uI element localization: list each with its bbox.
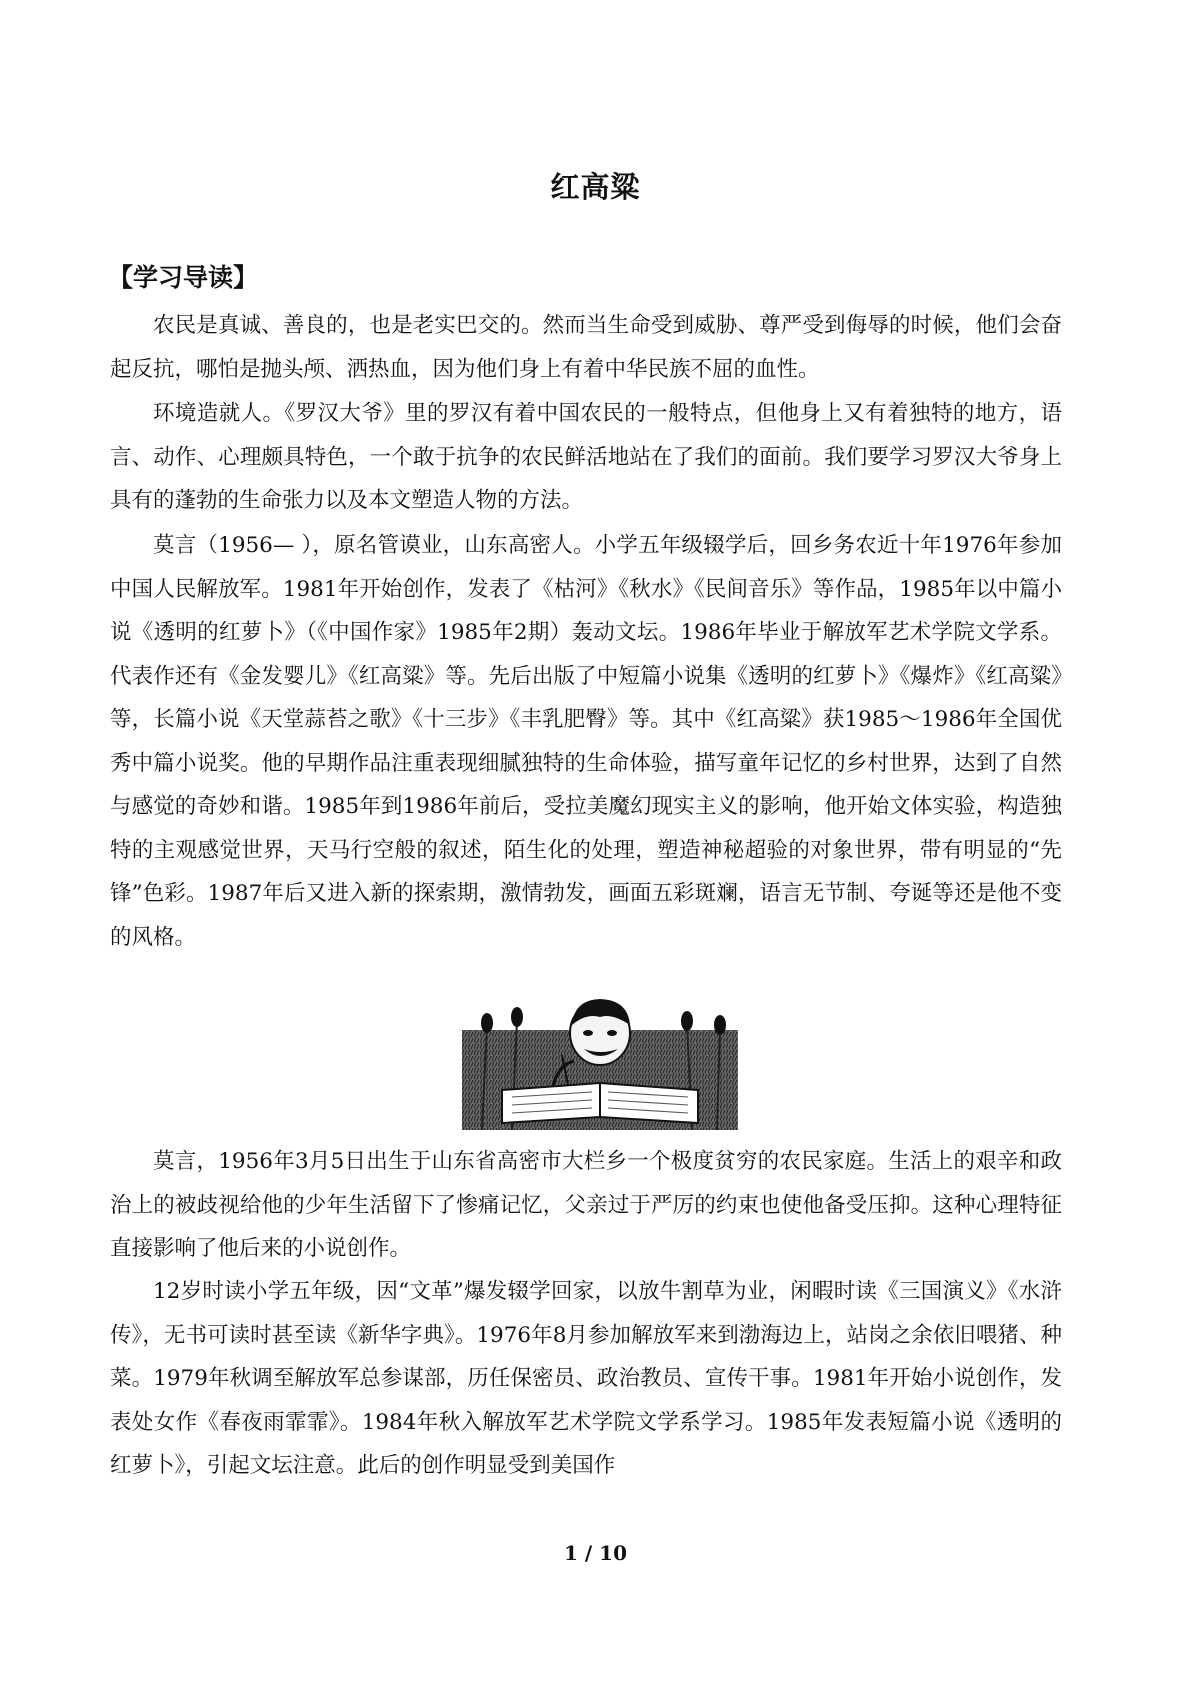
paragraph-intro-2: 环境造就人。《罗汉大爷》里的罗汉有着中国农民的一般特点，但他身上又有着独特的地方，语言、动作、心理颇具特色，一个敢于抗争的农民鲜活地站在了我们的面前。我们要学习罗汉大爷身上具有的蓬勃的生命张力以及本文塑造人物的方法。	[110, 401, 1062, 513]
author-caricature-illustration	[462, 995, 738, 1130]
paragraph-intro-1: 农民是真诚、善良的，也是老实巴交的。然而当生命受到威胁、尊严受到侮辱的时候，他们会奋起反抗，哪怕是抛头颅、洒热血，因为他们身上有着中华民族不屈的血性。	[110, 313, 1062, 382]
page-number: 1 / 10	[564, 1541, 627, 1565]
section-heading: 【学习导读】	[108, 263, 259, 292]
paragraph-biography-1: 莫言，1956年3月5日出生于山东省高密市大栏乡一个极度贫穷的农民家庭。生活上的艰辛和政治上的被歧视给他的少年生活留下了惨痛记忆，父亲过于严厉的约束也使他备受压抑。这种心理特征直接影响了他后来的小说创作。	[110, 1149, 1062, 1261]
paragraph-author-bio: 莫言（1956— ），原名管谟业，山东高密人。小学五年级辍学后，回乡务农近十年1976年参加中国人民解放军。1981年开始创作，发表了《枯河》《秋水》《民间音乐》等作品，1985年以中篇小说《透明的红萝卜》（《中国作家》1985年2期）轰动文坛。1986年毕业于解放军艺术学院文学系。代表作还有《金发婴儿》《红高粱》等。先后出版了中短篇小说集《透明的红萝卜》《爆炸》《红高粱》等，长篇小说《天堂蒜苔之歌》《十三步》《丰乳肥臀》等。其中《红高粱》获1985～1986年全国优秀中篇小说奖。他的早期作品注重表现细腻独特的生命体验，描写童年记忆的乡村世界，达到了自然与感觉的奇妙和谐。1985年到1986年前后，受拉美魔幻现实主义的影响，他开始文体实验，构造独特的主观感觉世界，天马行空般的叙述，陌生化的处理，塑造神秘超验的对象世界，带有明显的“先锋”色彩。1987年后又进入新的探索期，激情勃发，画面五彩斑斓，语言无节制、夸诞等还是他不变的风格。	[110, 533, 1062, 950]
document-title: 红高粱	[550, 170, 641, 204]
paragraph-biography-2: 12岁时读小学五年级，因“文革”爆发辍学回家，以放牛割草为业，闲暇时读《三国演义》《水浒传》，无书可读时甚至读《新华字典》。1976年8月参加解放军来到渤海边上，站岗之余依旧喂猪、种菜。1979年秋调至解放军总参谋部，历任保密员、政治教员、宣传干事。1981年开始小说创作，发表处女作《春夜雨霏霏》。1984年秋入解放军艺术学院文学系学习。1985年发表短篇小说《透明的红萝卜》，引起文坛注意。此后的创作明显受到美国作	[110, 1279, 1062, 1478]
